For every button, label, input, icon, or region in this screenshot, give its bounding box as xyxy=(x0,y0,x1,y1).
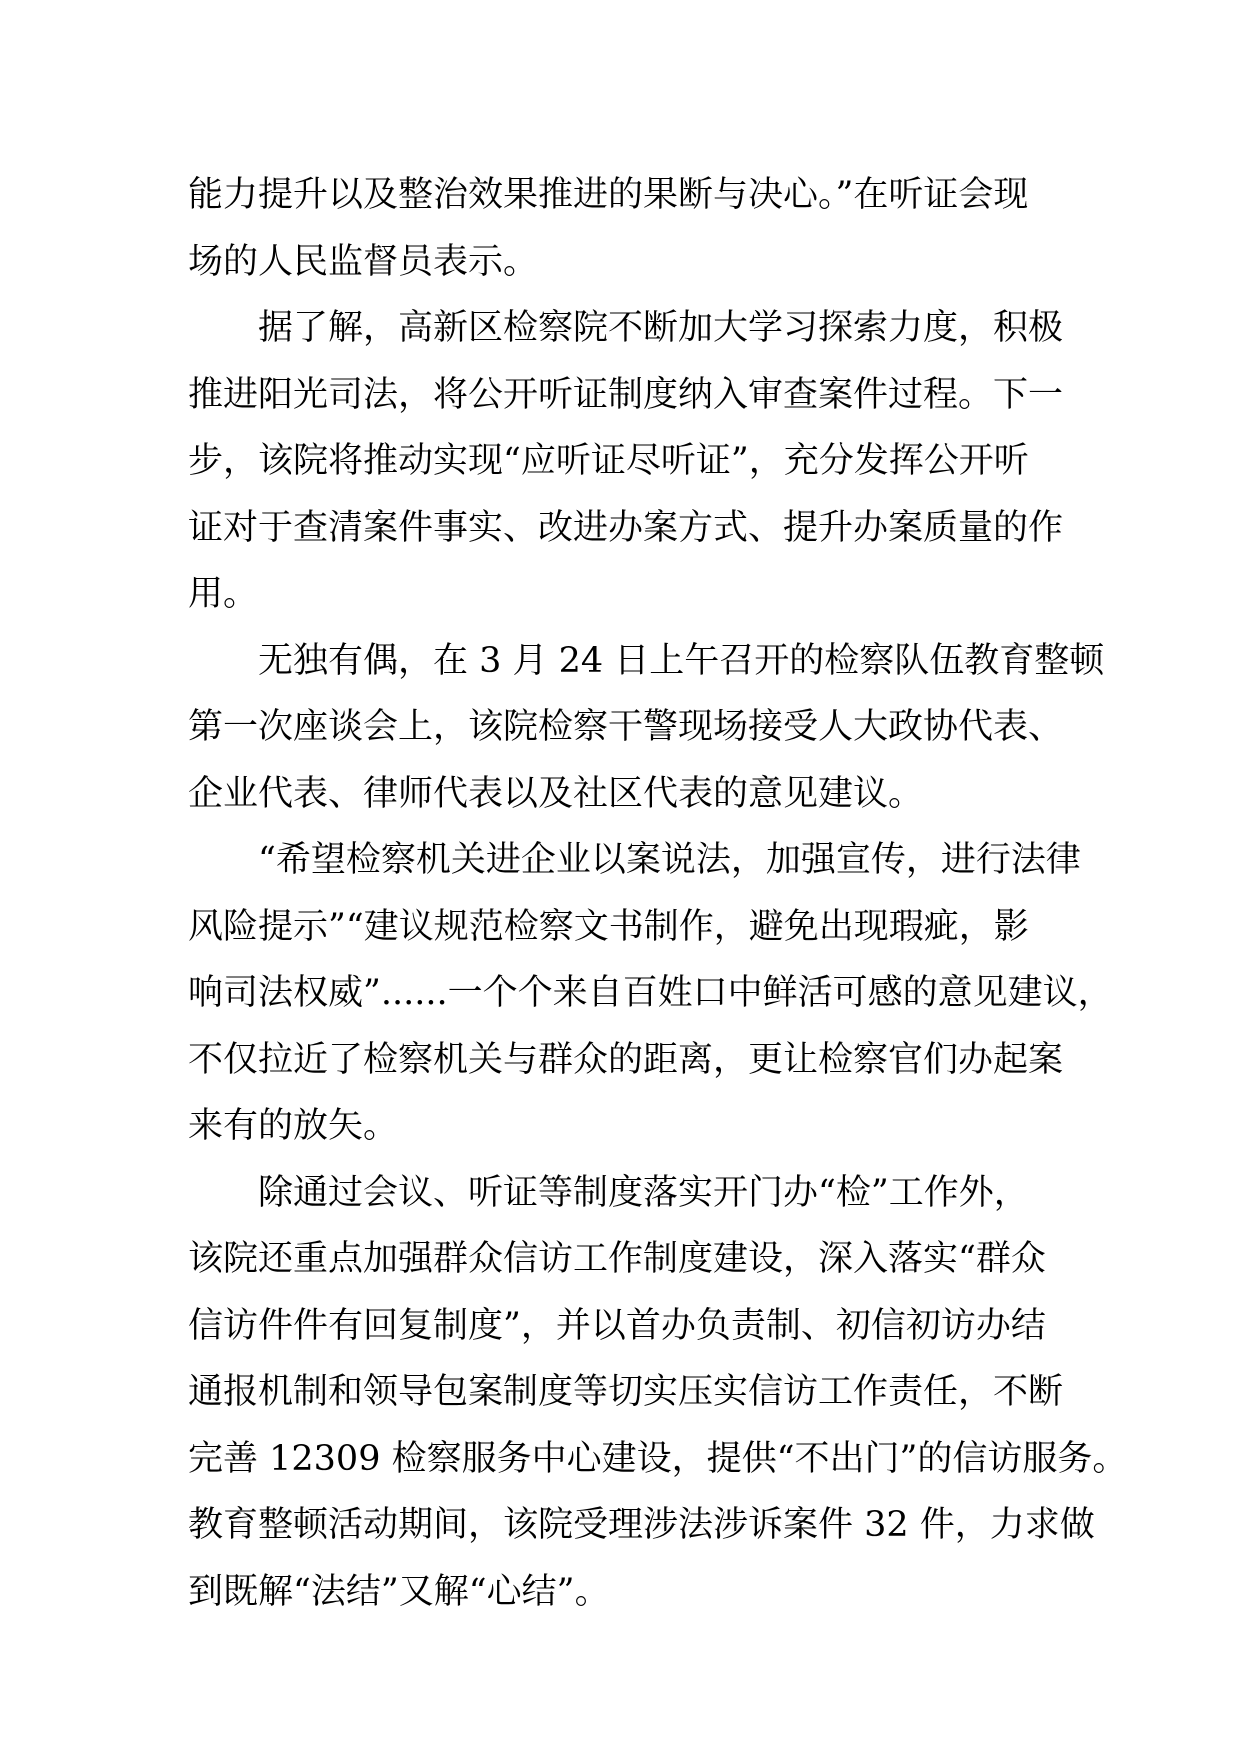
text-line: 到既解“法结”又解“心结”。 xyxy=(188,1571,610,1612)
text-line: 证对于查清案件事实、改进办案方式、提升办案质量的作 xyxy=(188,507,1064,548)
text-line: 风险提示”“建议规范检察文书制作，避免出现瑕疵，影 xyxy=(188,906,1029,947)
text-line: 用。 xyxy=(188,574,259,614)
text-line: 来有的放矢。 xyxy=(188,1106,399,1146)
text-line: 不仅拉近了检察机关与群众的距离，更让检察官们办起案 xyxy=(188,1039,1064,1080)
text-line: 完善 12309 检察服务中心建设，提供“不出门”的信访服务。 xyxy=(188,1438,1128,1479)
article-body xyxy=(188,162,1128,1625)
text-line: 教育整顿活动期间，该院受理涉法涉诉案件 32 件，力求做 xyxy=(188,1505,1095,1545)
text-line: 推进阳光司法，将公开听证制度纳入审查案件过程。下一 xyxy=(188,374,1064,415)
text-line: 步，该院将推动实现“应听证尽听证”，充分发挥公开听 xyxy=(188,441,1029,481)
text-line: 场的人民监督员表示。 xyxy=(188,241,539,282)
text-line: “希望检察机关进企业以案说法，加强宣传，进行法律 xyxy=(188,840,1081,880)
text-line: 除通过会议、听证等制度落实开门办“检”工作外， xyxy=(188,1172,1029,1213)
text-line: 该院还重点加强群众信访工作制度建设，深入落实“群众 xyxy=(188,1239,1046,1279)
text-line: 据了解，高新区检察院不断加大学习探索力度，积极 xyxy=(188,308,1064,348)
text-line: 企业代表、律师代表以及社区代表的意见建议。 xyxy=(188,773,924,814)
text-line: 能力提升以及整治效果推进的果断与决心。”在听证会现 xyxy=(188,175,1029,215)
text-line: 第一次座谈会上，该院检察干警现场接受人大政协代表、 xyxy=(188,707,1064,747)
text-line: 信访件件有回复制度”，并以首办负责制、初信初访办结 xyxy=(188,1305,1046,1346)
text-line: 响司法权威”......一个个来自百姓口中鲜活可感的意见建议， xyxy=(188,973,1113,1013)
text-line: 通报机制和领导包案制度等切实压实信访工作责任，不断 xyxy=(188,1372,1064,1412)
text-line: 无独有偶，在 3 月 24 日上午召开的检察队伍教育整顿 xyxy=(188,640,1105,681)
